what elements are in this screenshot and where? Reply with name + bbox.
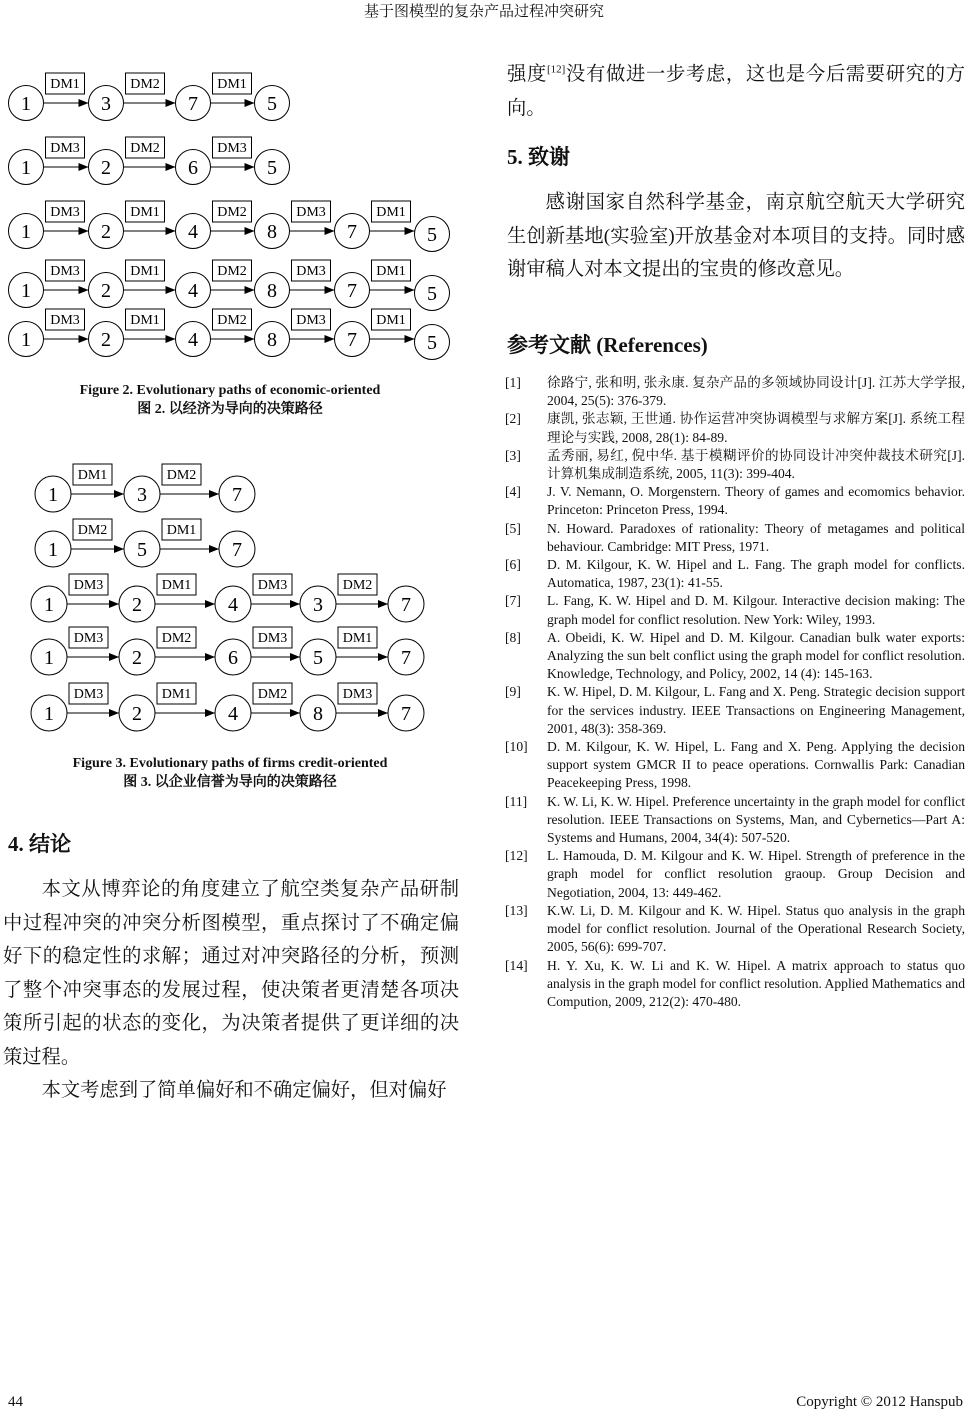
reference-item <box>505 738 965 793</box>
decision-maker-label: DM3 <box>50 264 80 279</box>
reference-text: K. W. Li, K. W. Hipel. Preference uncertainty in the graph model for conflict resolution. IEEE Transactions on Systems, Man, and Cybernetics—Part A: Systems and Humans, 2004, 34(4): 507-520. <box>547 793 965 846</box>
state-node-label: 6 <box>228 647 238 669</box>
state-node-label: 4 <box>228 703 238 725</box>
figure-3-diagram <box>20 455 440 745</box>
state-node-label: 1 <box>44 647 54 669</box>
decision-maker-label: DM2 <box>130 77 160 92</box>
state-node-label: 2 <box>101 280 111 302</box>
decision-maker-label: DM3 <box>296 313 326 328</box>
path-row <box>31 627 424 675</box>
figure-3-caption <box>0 754 460 792</box>
reference-item <box>505 847 965 902</box>
state-node-label: 7 <box>401 594 411 616</box>
state-node-label: 5 <box>427 332 437 354</box>
state-node-label: 7 <box>347 221 357 243</box>
state-node-label: 4 <box>228 594 238 616</box>
state-node-label: 2 <box>101 329 111 351</box>
state-node-label: 7 <box>401 703 411 725</box>
section-4-paragraph-2: 本文考虑到了简单偏好和不确定偏好，但对偏好 <box>41 1080 447 1101</box>
decision-maker-label: DM1 <box>130 264 160 279</box>
state-node-label: 1 <box>21 280 31 302</box>
path-row <box>35 464 255 512</box>
state-node-label: 3 <box>137 484 147 506</box>
state-node-label: 7 <box>232 484 242 506</box>
reference-text: K.W. Li, D. M. Kilgour and K. W. Hipel. Status quo analysis in the graph model for conflict resolution. Journal of the Operational Research Society, 2005, 56(6): 699-707. <box>547 902 965 955</box>
decision-maker-label: DM3 <box>73 631 104 646</box>
decision-maker-label: DM2 <box>257 687 288 702</box>
state-node-label: 1 <box>44 703 54 725</box>
reference-number: [2] <box>505 411 521 427</box>
decision-maker-label: DM3 <box>257 631 288 646</box>
decision-maker-label: DM3 <box>73 578 104 593</box>
path-row <box>35 519 255 567</box>
decision-maker-label: DM1 <box>376 313 406 328</box>
state-node-label: 1 <box>48 539 58 561</box>
reference-number: [12] <box>505 848 528 864</box>
state-node-label: 7 <box>347 280 357 302</box>
figure-2-diagram <box>0 60 460 370</box>
figure-3-caption-zh: 图 3. 以企业信誉为导向的决策路径 <box>123 775 337 790</box>
state-node-label: 1 <box>21 93 31 115</box>
decision-maker-label: DM2 <box>166 468 197 483</box>
reference-item <box>505 902 965 957</box>
decision-maker-label: DM2 <box>217 205 247 220</box>
state-node-label: 5 <box>267 93 277 115</box>
reference-item <box>505 374 965 410</box>
state-node-label: 4 <box>188 221 198 243</box>
figure-2 <box>0 60 460 375</box>
citation-12: [12] <box>546 63 566 76</box>
state-node-label: 5 <box>427 224 437 246</box>
decision-maker-label: DM2 <box>130 141 160 156</box>
state-node-label: 5 <box>267 157 277 179</box>
reference-number: [9] <box>505 684 521 700</box>
figure-2-caption <box>0 381 460 419</box>
reference-number: [1] <box>505 375 521 390</box>
running-head: 基于图模型的复杂产品过程冲突研究 <box>363 4 604 20</box>
path-row <box>9 260 450 311</box>
decision-maker-label: DM3 <box>296 205 326 220</box>
decision-maker-label: DM3 <box>50 205 80 220</box>
reference-text: N. Howard. Paradoxes of rationality: Theory of metagames and political behaviour. Cambridge: MIT Press, 1971. <box>547 520 965 554</box>
reference-item <box>505 957 965 1012</box>
section-4-paragraph-1: 本文从博弈论的角度建立了航空类复杂产品研制中过程冲突的冲突分析图模型，重点探讨了不确定偏好下的稳定性的求解；通过对冲突路径的分析，预测了整个冲突事态的发展过程，使决策者更清楚各项决策所引起的状态的变化，为决策者提供了更详细的决策过程。 <box>3 879 459 1068</box>
state-node-label: 8 <box>267 329 277 351</box>
decision-maker-label: DM1 <box>130 205 160 220</box>
decision-maker-label: DM1 <box>376 205 406 220</box>
reference-item <box>505 629 965 684</box>
decision-maker-label: DM2 <box>161 631 192 646</box>
reference-item <box>505 556 965 592</box>
decision-maker-label: DM1 <box>217 77 247 92</box>
path-row <box>9 137 290 185</box>
state-node-label: 8 <box>267 280 277 302</box>
state-node-label: 7 <box>347 329 357 351</box>
state-node-label: 2 <box>132 594 142 616</box>
reference-item <box>505 683 965 738</box>
decision-maker-label: DM1 <box>166 523 197 538</box>
state-node-label: 2 <box>101 221 111 243</box>
reference-number: [13] <box>505 902 528 918</box>
state-node-label: 1 <box>21 221 31 243</box>
reference-item <box>505 447 965 483</box>
continuation-text-rest: 没有做进一步考虑，这也是今后需要研究的方向。 <box>507 64 966 119</box>
state-node-label: 7 <box>401 647 411 669</box>
reference-number: [14] <box>505 957 528 973</box>
state-node-label: 2 <box>132 703 142 725</box>
reference-text: D. M. Kilgour, K. W. Hipel and L. Fang. The graph model for conflicts. Automatica, 1987, 23(1): 41-55. <box>547 557 965 591</box>
references-heading: 参考文献 (References) <box>507 333 708 357</box>
decision-maker-label: DM2 <box>217 313 247 328</box>
state-node-label: 1 <box>21 329 31 351</box>
continuation-text: 强度 <box>507 64 547 85</box>
reference-number: [10] <box>505 739 528 755</box>
decision-maker-label: DM1 <box>161 687 192 702</box>
decision-maker-label: DM3 <box>50 141 80 156</box>
reference-item <box>505 410 965 446</box>
decision-maker-label: DM3 <box>296 264 326 279</box>
figure-2-caption-en: Figure 2. Evolutionary paths of economic-oriented <box>79 383 381 398</box>
state-node-label: 5 <box>137 539 147 561</box>
decision-maker-label: DM2 <box>342 578 373 593</box>
state-node-label: 6 <box>188 157 198 179</box>
reference-list <box>505 374 965 1011</box>
section-5-paragraph: 感谢国家自然科学基金，南京航空航天大学研究生创新基地(实验室)开放基金对本项目的支持。同时感谢审稿人对本文提出的宝贵的修改意见。 <box>507 192 965 280</box>
state-node-label: 1 <box>48 484 58 506</box>
reference-number: [4] <box>505 484 521 500</box>
path-row <box>31 574 424 622</box>
state-node-label: 2 <box>132 647 142 669</box>
reference-number: [7] <box>505 593 521 609</box>
state-node-label: 4 <box>188 329 198 351</box>
reference-number: [11] <box>505 793 528 809</box>
path-row <box>31 683 424 731</box>
state-node-label: 1 <box>44 594 54 616</box>
reference-text: L. Fang, K. W. Hipel and D. M. Kilgour. Interactive decision making: The graph model for conflict resolution. New York: Wiley, 1993. <box>547 593 965 627</box>
decision-maker-label: DM1 <box>50 77 80 92</box>
decision-maker-label: DM1 <box>342 631 373 646</box>
state-node-label: 8 <box>313 703 323 725</box>
reference-text: A. Obeidi, K. W. Hipel and D. M. Kilgour. Canadian bulk water exports: Analyzing the sun belt conflict using the graph model for conflict resolution. Knowledge, Technology, and Policy, 2002, 14 (4): 145-163. <box>547 629 965 682</box>
decision-maker-label: DM1 <box>77 468 108 483</box>
decision-maker-label: DM2 <box>77 523 108 538</box>
reference-item <box>505 483 965 519</box>
state-node-label: 7 <box>232 539 242 561</box>
continuation-paragraph <box>507 58 965 125</box>
state-node-label: 1 <box>21 157 31 179</box>
state-node-label: 4 <box>188 280 198 302</box>
decision-maker-label: DM3 <box>257 578 288 593</box>
state-node-label: 7 <box>188 93 198 115</box>
decision-maker-label: DM3 <box>73 687 104 702</box>
decision-maker-label: DM3 <box>50 313 80 328</box>
figure-2-caption-zh: 图 2. 以经济为导向的决策路径 <box>137 402 323 417</box>
copyright: Copyright © 2012 Hanspub <box>796 1394 963 1410</box>
reference-item <box>505 592 965 628</box>
state-node-label: 3 <box>313 594 323 616</box>
reference-number: [6] <box>505 557 521 573</box>
path-row <box>9 73 290 121</box>
figure-3-caption-en: Figure 3. Evolutionary paths of firms credit-oriented <box>72 756 388 771</box>
section-5-heading: 5. 致谢 <box>507 145 570 169</box>
reference-item <box>505 520 965 556</box>
path-row <box>9 309 450 360</box>
reference-text: K. W. Hipel, D. M. Kilgour, L. Fang and X. Peng. Strategic decision support for the services industry. IEEE Transactions on Engineering Management, 2001, 48(3): 358-369. <box>547 684 965 736</box>
reference-text: L. Hamouda, D. M. Kilgour and K. W. Hipel. Strength of preference in the graph model for conflict resolution graoup. Group Decision and Negotiation, 2004, 13: 449-462. <box>547 848 965 900</box>
reference-number: [3] <box>505 447 521 463</box>
decision-maker-label: DM1 <box>376 264 406 279</box>
decision-maker-label: DM2 <box>217 264 247 279</box>
decision-maker-label: DM3 <box>342 687 373 702</box>
reference-number: [8] <box>505 629 521 645</box>
path-row <box>9 201 450 252</box>
section-4-heading: 4. 结论 <box>8 832 71 856</box>
reference-text: H. Y. Xu, K. W. Li and K. W. Hipel. A matrix approach to status quo analysis in the graph model for conflict resolution. Applied Mathematics and Compution, 2009, 212(2): 470-480. <box>547 957 965 1009</box>
state-node-label: 3 <box>101 93 111 115</box>
reference-text: 孟秀丽, 易红, 倪中华. 基于模糊评价的协同设计冲突仲裁技术研究[J]. 计算机集成制造系统, 2005, 11(3): 399-404. <box>547 447 965 482</box>
state-node-label: 5 <box>313 647 323 669</box>
reference-text: D. M. Kilgour, K. W. Hipel, L. Fang and X. Peng. Applying the decision support system GMCR II to peace operations. Cornwallis Park: Canadian Peacekeeping Press, 1998. <box>547 739 965 791</box>
decision-maker-label: DM1 <box>130 313 160 328</box>
reference-text: 徐路宁, 张和明, 张永康. 复杂产品的多领域协同设计[J]. 江苏大学学报, 2004, 25(5): 376-379. <box>547 375 965 409</box>
figure-3 <box>20 455 440 750</box>
reference-text: 康凯, 张志颖, 王世通. 协作运营冲突协调模型与求解方案[J]. 系统工程理论与实践, 2008, 28(1): 84-89. <box>547 411 965 445</box>
reference-item <box>505 793 965 848</box>
page-number: 44 <box>8 1394 23 1410</box>
decision-maker-label: DM3 <box>217 141 247 156</box>
state-node-label: 2 <box>101 157 111 179</box>
state-node-label: 8 <box>267 221 277 243</box>
reference-text: J. V. Nemann, O. Morgenstern. Theory of games and ecomomics behavior. Princeton: Princeton Press, 1994. <box>547 484 965 518</box>
reference-number: [5] <box>505 520 521 536</box>
state-node-label: 5 <box>427 283 437 305</box>
decision-maker-label: DM1 <box>161 578 192 593</box>
